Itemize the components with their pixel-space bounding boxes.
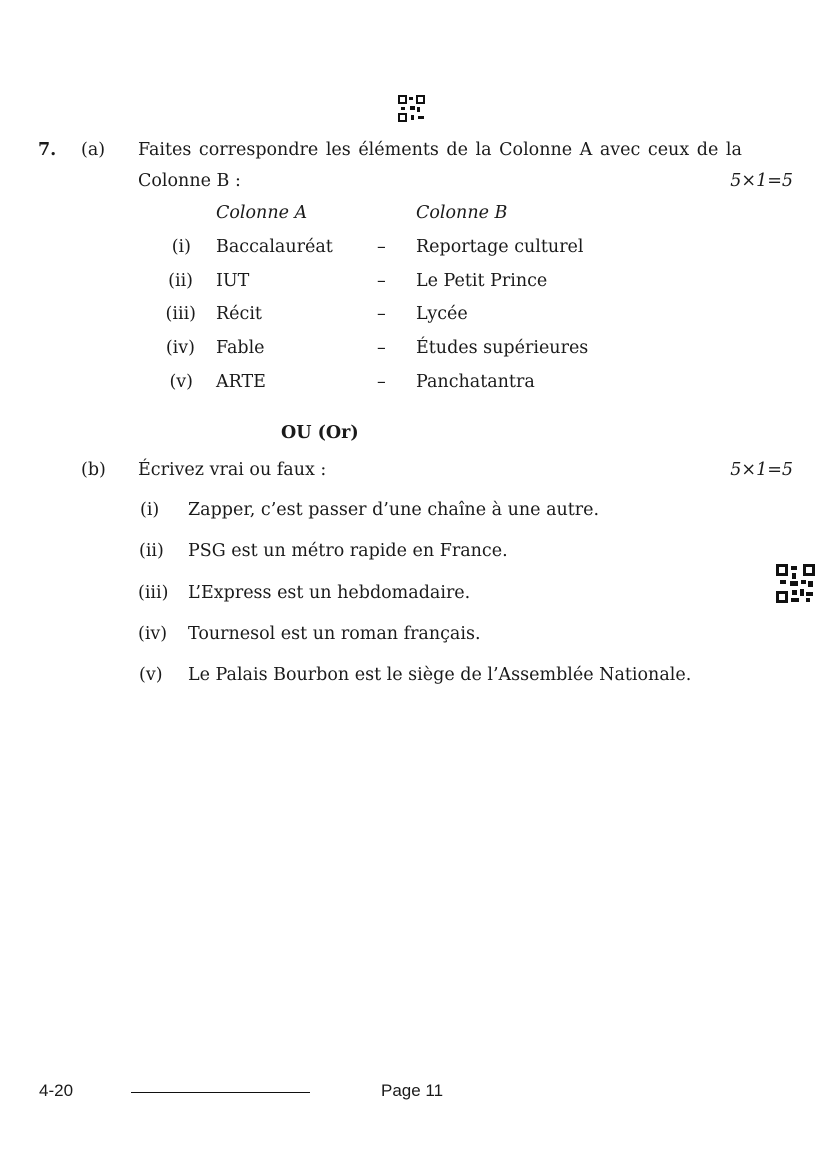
- dash: –: [377, 338, 386, 358]
- column-b-item: Lycée: [416, 304, 468, 324]
- question-number: 7.: [38, 140, 57, 160]
- item-number: (v): [139, 665, 163, 685]
- item-text: Zapper, c’est passer d’une chaîne à une autre.: [188, 500, 600, 520]
- item-number: (iii): [138, 583, 169, 603]
- part-b-instruction: Écrivez vrai ou faux :: [138, 460, 327, 480]
- column-a-item: Baccalauréat: [216, 237, 333, 257]
- dash: –: [377, 237, 386, 257]
- footer-code: 4-20: [39, 1081, 74, 1100]
- footer-divider: [131, 1092, 310, 1093]
- column-a-item: ARTE: [216, 372, 266, 392]
- part-a-label: (a): [81, 140, 106, 160]
- row-number: (v): [169, 372, 193, 392]
- row-number: (ii): [168, 271, 193, 291]
- item-number: (ii): [139, 541, 164, 561]
- part-a-instruction-line2: Colonne B :: [138, 171, 241, 191]
- column-b-header: Colonne B: [416, 203, 508, 223]
- dash: –: [377, 372, 386, 392]
- column-b-item: Panchatantra: [416, 372, 535, 392]
- part-a-marks: 5×1=5: [730, 171, 793, 191]
- part-b-marks: 5×1=5: [730, 460, 793, 480]
- row-number: (iii): [165, 304, 196, 324]
- item-text: PSG est un métro rapide en France.: [188, 541, 508, 561]
- item-text: L’Express est un hebdomadaire.: [188, 583, 471, 603]
- column-a-item: Fable: [216, 338, 265, 358]
- part-b-label: (b): [81, 460, 106, 480]
- or-separator: OU (Or): [281, 423, 359, 443]
- column-b-item: Reportage culturel: [416, 237, 584, 257]
- row-number: (iv): [165, 338, 195, 358]
- column-a-item: Récit: [216, 304, 262, 324]
- dash: –: [377, 304, 386, 324]
- qr-code-icon: [398, 95, 425, 122]
- item-text: Le Palais Bourbon est le siège de l’Assemblée Nationale.: [188, 665, 692, 685]
- column-a-item: IUT: [216, 271, 250, 291]
- item-number: (i): [140, 500, 160, 520]
- column-b-item: Études supérieures: [416, 338, 589, 358]
- part-a-instruction-line1: Faites correspondre les éléments de la Colonne A avec ceux de la: [138, 140, 742, 160]
- column-b-item: Le Petit Prince: [416, 271, 548, 291]
- item-text: Tournesol est un roman français.: [188, 624, 481, 644]
- qr-code-icon: [776, 564, 815, 603]
- item-number: (iv): [138, 624, 168, 644]
- dash: –: [377, 271, 386, 291]
- row-number: (i): [171, 237, 191, 257]
- page-number: Page 11: [381, 1081, 444, 1100]
- column-a-header: Colonne A: [216, 203, 308, 223]
